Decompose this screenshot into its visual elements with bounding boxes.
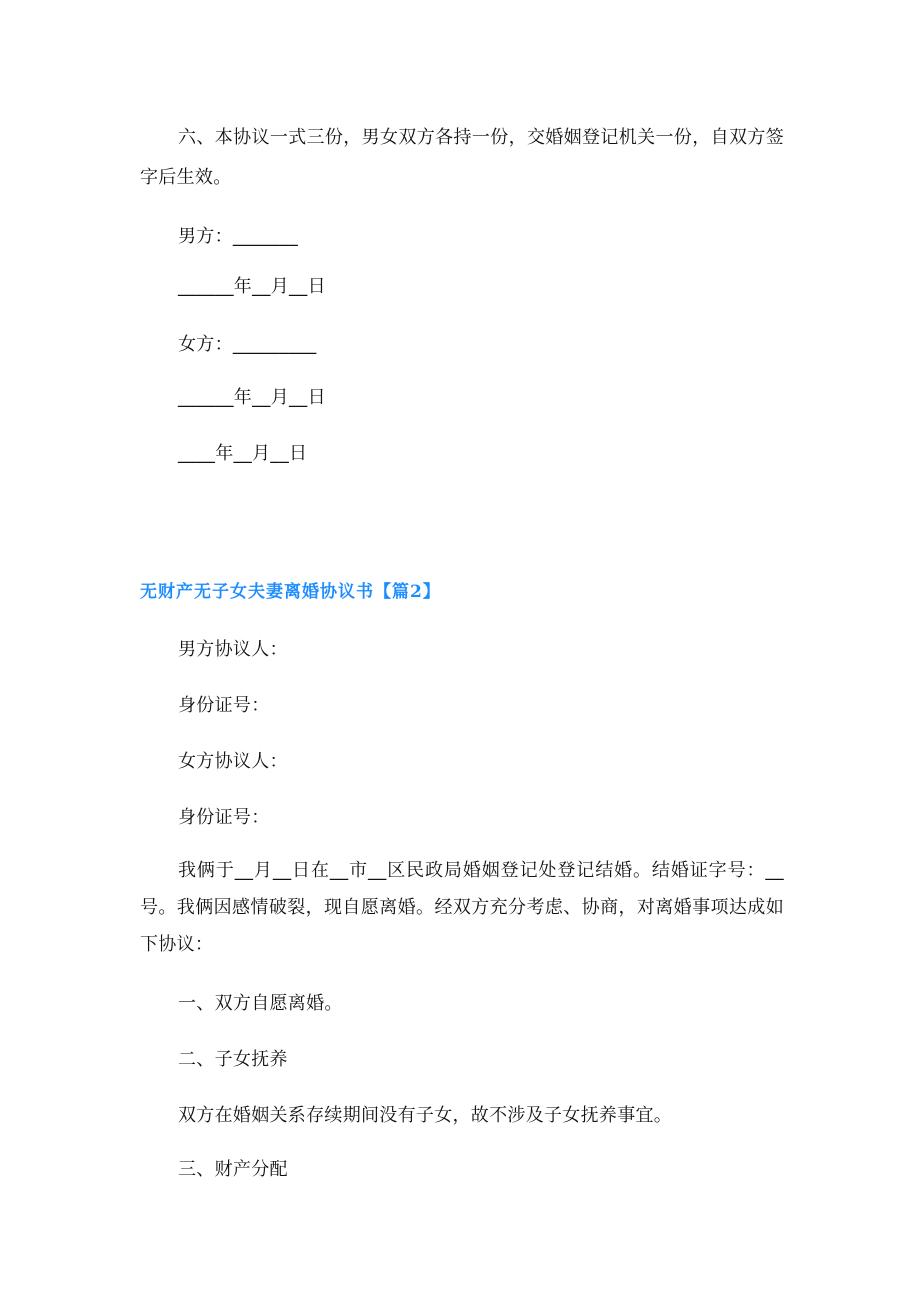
male-signature-line: 男方：_______ [178,226,298,247]
section-heading: 无财产无子女夫妻离婚协议书【篇2】 [140,582,441,602]
date-line: ______年__月__日 [178,276,326,297]
clause-3-heading: 三、财产分配 [178,1159,288,1180]
clause-2-text: 双方在婚姻关系存续期间没有子女，故不涉及子女抚养事宜。 [178,1105,673,1126]
male-id-label: 身份证号： [178,695,270,716]
clause-2-heading: 二、子女抚养 [178,1049,288,1070]
female-id-label: 身份证号： [178,807,270,828]
clause-1: 一、双方自愿离婚。 [178,993,343,1014]
female-party-label: 女方协议人： [178,751,288,772]
female-signature-line: 女方：_________ [178,334,317,355]
intro-paragraph: 我俩于__月__日在__市__区民政局婚姻登记处登记结婚。结婚证字号：__号。我俩因感情破裂，现自愿离婚。经双方充分考虑、协商，对离婚事项达成如下协议： [140,860,784,955]
clause-6: 六、本协议一式三份，男女双方各持一份，交婚姻登记机关一份，自双方签字后生效。 [140,127,784,188]
male-party-label: 男方协议人： [178,639,288,660]
date-line: ______年__月__日 [178,387,326,408]
date-line: ____年__月__日 [178,443,308,464]
